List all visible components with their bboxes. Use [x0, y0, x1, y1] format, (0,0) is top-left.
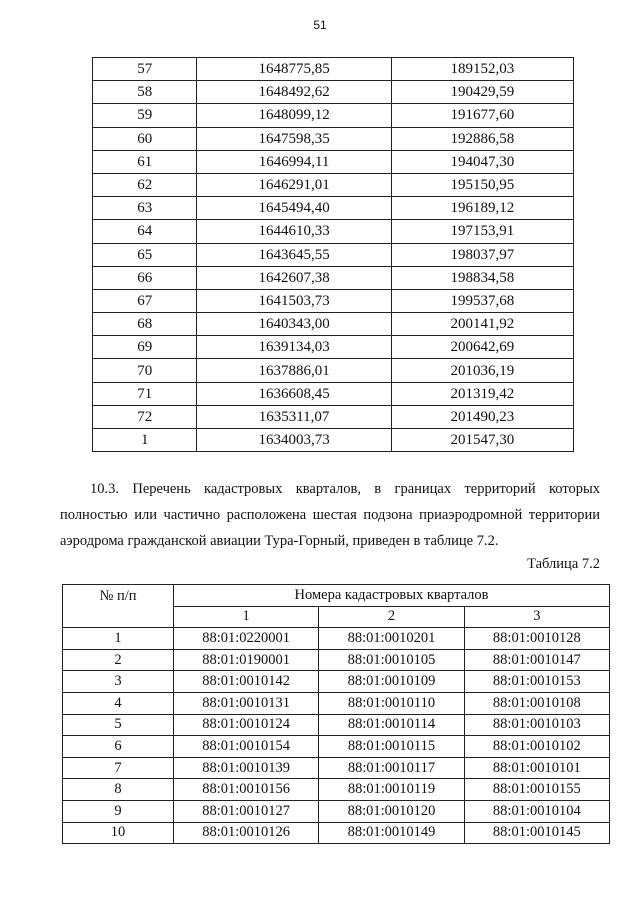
- y-coordinate-cell: 201036,19: [391, 359, 573, 382]
- table-row: [63, 671, 610, 693]
- table-row: [93, 220, 574, 243]
- table-row: [63, 800, 610, 822]
- x-coordinate-cell: 1648775,85: [197, 58, 391, 81]
- quarter-col-2-cell: 88:01:0010117: [319, 757, 464, 779]
- y-coordinate-cell: 201490,23: [391, 405, 573, 428]
- y-coordinate-cell: 201319,42: [391, 382, 573, 405]
- table-row: [63, 822, 610, 844]
- cadastral-quarters-table: [62, 584, 610, 844]
- point-number-cell: 69: [93, 336, 197, 359]
- table-row: [93, 127, 574, 150]
- quarter-col-1-cell: 88:01:0010126: [174, 822, 319, 844]
- table-row: [93, 429, 574, 452]
- coordinates-table: [92, 57, 574, 452]
- y-coordinate-cell: 194047,30: [391, 150, 573, 173]
- table-row: [93, 150, 574, 173]
- table-row: [63, 779, 610, 801]
- quarter-col-3-cell: 88:01:0010101: [464, 757, 609, 779]
- table-row: [93, 266, 574, 289]
- point-number-cell: 66: [93, 266, 197, 289]
- quarter-col-1-cell: 88:01:0010139: [174, 757, 319, 779]
- y-coordinate-cell: 190429,59: [391, 81, 573, 104]
- quarter-col-1-cell: 88:01:0010131: [174, 692, 319, 714]
- point-number-cell: 70: [93, 359, 197, 382]
- row-number-cell: 10: [63, 822, 174, 844]
- table-row: [93, 104, 574, 127]
- point-number-cell: 64: [93, 220, 197, 243]
- header-col-3: 3: [464, 606, 609, 628]
- point-number-cell: 60: [93, 127, 197, 150]
- table-row: [93, 243, 574, 266]
- x-coordinate-cell: 1637886,01: [197, 359, 391, 382]
- row-number-cell: 9: [63, 800, 174, 822]
- row-number-cell: 4: [63, 692, 174, 714]
- x-coordinate-cell: 1639134,03: [197, 336, 391, 359]
- y-coordinate-cell: 196189,12: [391, 197, 573, 220]
- x-coordinate-cell: 1642607,38: [197, 266, 391, 289]
- x-coordinate-cell: 1636608,45: [197, 382, 391, 405]
- point-number-cell: 57: [93, 58, 197, 81]
- point-number-cell: 67: [93, 289, 197, 312]
- y-coordinate-cell: 198834,58: [391, 266, 573, 289]
- quarter-col-2-cell: 88:01:0010109: [319, 671, 464, 693]
- quarter-col-3-cell: 88:01:0010104: [464, 800, 609, 822]
- section-paragraph: [60, 476, 600, 554]
- quarter-col-3-cell: 88:01:0010153: [464, 671, 609, 693]
- y-coordinate-cell: 198037,97: [391, 243, 573, 266]
- x-coordinate-cell: 1646291,01: [197, 173, 391, 196]
- y-coordinate-cell: 200141,92: [391, 313, 573, 336]
- quarter-col-3-cell: 88:01:0010155: [464, 779, 609, 801]
- x-coordinate-cell: 1648492,62: [197, 81, 391, 104]
- quarter-col-1-cell: 88:01:0010124: [174, 714, 319, 736]
- quarter-col-1-cell: 88:01:0010154: [174, 736, 319, 758]
- quarter-col-2-cell: 88:01:0010120: [319, 800, 464, 822]
- x-coordinate-cell: 1647598,35: [197, 127, 391, 150]
- point-number-cell: 68: [93, 313, 197, 336]
- table-row: [93, 58, 574, 81]
- table-row: [93, 336, 574, 359]
- quarter-col-3-cell: 88:01:0010108: [464, 692, 609, 714]
- x-coordinate-cell: 1648099,12: [197, 104, 391, 127]
- x-coordinate-cell: 1635311,07: [197, 405, 391, 428]
- x-coordinate-cell: 1646994,11: [197, 150, 391, 173]
- point-number-cell: 63: [93, 197, 197, 220]
- table-row: [63, 736, 610, 758]
- point-number-cell: 61: [93, 150, 197, 173]
- header-col-1: 1: [174, 606, 319, 628]
- quarter-col-2-cell: 88:01:0010119: [319, 779, 464, 801]
- y-coordinate-cell: 201547,30: [391, 429, 573, 452]
- x-coordinate-cell: 1645494,40: [197, 197, 391, 220]
- row-number-cell: 5: [63, 714, 174, 736]
- quarter-col-3-cell: 88:01:0010145: [464, 822, 609, 844]
- quarter-col-2-cell: 88:01:0010115: [319, 736, 464, 758]
- table-row: [63, 628, 610, 650]
- y-coordinate-cell: 189152,03: [391, 58, 573, 81]
- quarter-col-2-cell: 88:01:0010201: [319, 628, 464, 650]
- page-number: 51: [313, 18, 327, 32]
- quarter-col-3-cell: 88:01:0010128: [464, 628, 609, 650]
- y-coordinate-cell: 199537,68: [391, 289, 573, 312]
- table-row: [63, 692, 610, 714]
- table-row: [93, 81, 574, 104]
- y-coordinate-cell: 191677,60: [391, 104, 573, 127]
- quarter-col-1-cell: 88:01:0220001: [174, 628, 319, 650]
- table-caption: Таблица 7.2: [527, 556, 600, 572]
- table-row: [93, 197, 574, 220]
- quarter-col-1-cell: 88:01:0010127: [174, 800, 319, 822]
- quarter-col-1-cell: 88:01:0010142: [174, 671, 319, 693]
- table-row: [93, 313, 574, 336]
- table-row: [63, 714, 610, 736]
- table-row: [93, 289, 574, 312]
- table-row: [93, 173, 574, 196]
- x-coordinate-cell: 1634003,73: [197, 429, 391, 452]
- quarter-col-2-cell: 88:01:0010149: [319, 822, 464, 844]
- quarter-col-1-cell: 88:01:0190001: [174, 649, 319, 671]
- table-row: [93, 382, 574, 405]
- x-coordinate-cell: 1641503,73: [197, 289, 391, 312]
- quarter-col-2-cell: 88:01:0010105: [319, 649, 464, 671]
- x-coordinate-cell: 1643645,55: [197, 243, 391, 266]
- row-number-cell: 7: [63, 757, 174, 779]
- point-number-cell: 65: [93, 243, 197, 266]
- x-coordinate-cell: 1640343,00: [197, 313, 391, 336]
- row-number-cell: 1: [63, 628, 174, 650]
- quarter-col-1-cell: 88:01:0010156: [174, 779, 319, 801]
- point-number-cell: 62: [93, 173, 197, 196]
- header-cadastral-quarters: Номера кадастровых кварталов: [174, 585, 610, 607]
- row-number-cell: 6: [63, 736, 174, 758]
- y-coordinate-cell: 200642,69: [391, 336, 573, 359]
- table-row: [93, 405, 574, 428]
- table-header-row: [63, 585, 610, 607]
- quarter-col-2-cell: 88:01:0010110: [319, 692, 464, 714]
- quarter-col-3-cell: 88:01:0010103: [464, 714, 609, 736]
- quarter-col-2-cell: 88:01:0010114: [319, 714, 464, 736]
- point-number-cell: 58: [93, 81, 197, 104]
- header-number: № п/п: [63, 585, 174, 628]
- point-number-cell: 1: [93, 429, 197, 452]
- x-coordinate-cell: 1644610,33: [197, 220, 391, 243]
- quarter-col-3-cell: 88:01:0010102: [464, 736, 609, 758]
- y-coordinate-cell: 197153,91: [391, 220, 573, 243]
- table-row: [63, 757, 610, 779]
- point-number-cell: 72: [93, 405, 197, 428]
- point-number-cell: 71: [93, 382, 197, 405]
- y-coordinate-cell: 192886,58: [391, 127, 573, 150]
- row-number-cell: 8: [63, 779, 174, 801]
- row-number-cell: 2: [63, 649, 174, 671]
- header-col-2: 2: [319, 606, 464, 628]
- point-number-cell: 59: [93, 104, 197, 127]
- table-row: [63, 649, 610, 671]
- table-row: [93, 359, 574, 382]
- y-coordinate-cell: 195150,95: [391, 173, 573, 196]
- paragraph-text: 10.3. Перечень кадастровых кварталов, в границах территорий которых полностью или частично расположена шестая подзона приаэродромной территории аэродрома гражданской авиации Тура-Горный, приведен в таблице 7.2.: [60, 481, 600, 549]
- row-number-cell: 3: [63, 671, 174, 693]
- quarter-col-3-cell: 88:01:0010147: [464, 649, 609, 671]
